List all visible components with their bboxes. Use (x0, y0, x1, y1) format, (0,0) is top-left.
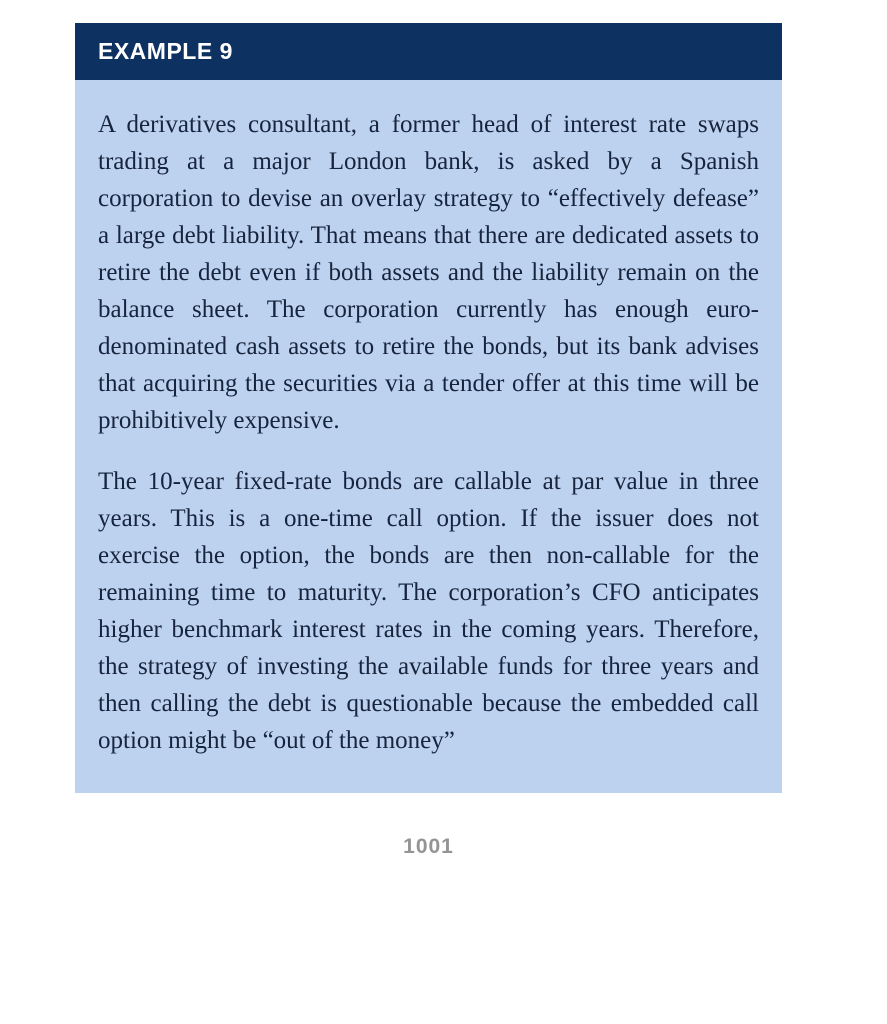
example-box (75, 23, 782, 859)
example-body-panel (75, 80, 782, 793)
page-number: 1001 (403, 835, 454, 858)
example-title: EXAMPLE 9 (98, 38, 233, 64)
example-paragraph-1: A derivatives consultant, a former head of interest rate swaps trading at a major London bank, is asked by a Spanish corporation to devise an overlay strategy to “effectively defease” a large debt liability. That means that there are dedicated assets to retire the debt even if both assets and the liability remain on the balance sheet. The corporation currently has enough euro-denominated cash assets to retire the bonds, but its bank advises that acquiring the securities via a tender offer at this time will be prohibitively expensive. (98, 111, 759, 434)
example-header-bar (75, 23, 782, 80)
example-paragraph-2: The 10-year fixed-rate bonds are callable at par value in three years. This is a one-time call option. If the issuer does not exercise the option, the bonds are then non-callable for the remaining time to maturity. The corporation’s CFO anticipates higher benchmark interest rates in the coming years. Therefore, the strategy of investing the available funds for three years and then calling the debt is questionable because the embedded call option might be “out of the money” (98, 468, 759, 754)
